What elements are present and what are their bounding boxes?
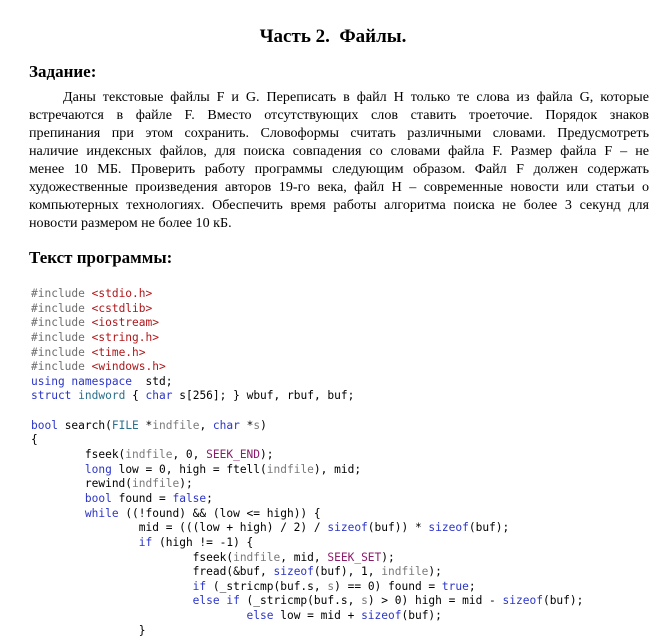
task-line: художественные произведения авторов 19-го века, файл H – современные новости или статьи о xyxy=(29,179,649,195)
code-token: indfile xyxy=(381,565,429,579)
code-line xyxy=(31,433,583,448)
code-token: <string.h> xyxy=(91,330,159,344)
code-token: SEEK_SET xyxy=(327,550,382,564)
code-token: long xyxy=(84,462,112,476)
code-token: ; xyxy=(206,491,213,505)
code-token: ); xyxy=(428,565,442,579)
code-line xyxy=(31,302,583,317)
code-token: #include xyxy=(31,287,92,300)
code-line xyxy=(31,346,583,361)
code-token: (buf)) * xyxy=(367,521,429,535)
code-token: (buf); xyxy=(542,594,584,608)
code-token: ) > 0) high = mid - xyxy=(367,594,503,608)
code-token: SEEK_END xyxy=(206,448,261,462)
code-token: <stdio.h> xyxy=(91,287,153,300)
code-line xyxy=(31,624,583,638)
task-line: компьютерных технологиях. Обеспечить время работы алгоритма поиска не более 3 секунд для xyxy=(29,197,649,213)
code-token: <time.h> xyxy=(91,345,146,359)
code-token: (_stricmp(buf.s, xyxy=(239,594,362,608)
page-title: Часть 2. Файлы. xyxy=(259,26,407,47)
code-line xyxy=(31,448,583,463)
code-token: fseek( xyxy=(31,448,126,462)
code-token: sizeof xyxy=(502,594,543,608)
code-token: sizeof xyxy=(361,609,402,623)
code-token xyxy=(31,594,193,607)
code-line xyxy=(31,477,583,492)
code-line xyxy=(31,609,583,624)
code-token xyxy=(31,580,193,593)
task-line: новости размером не более 10 кБ. xyxy=(29,215,232,231)
code-token: ); xyxy=(260,448,274,462)
code-token: #include xyxy=(31,316,92,330)
code-token: ((!found) && (low <= high)) { xyxy=(118,506,321,520)
code-line xyxy=(31,565,583,580)
code-token: * xyxy=(138,418,153,432)
code-token: s xyxy=(327,579,335,593)
code-token: <iostream> xyxy=(91,316,159,330)
code-token: s xyxy=(253,418,261,432)
code-token: indfile xyxy=(132,477,180,491)
code-token: if xyxy=(138,535,153,549)
task-line: встречаются в файле F. Вместо отсутствующих слов ставить троеточие. Порядок знаков xyxy=(29,107,649,123)
code-line xyxy=(31,536,583,551)
code-line xyxy=(31,389,583,404)
code-line xyxy=(31,375,583,390)
code-token: (buf), 1, xyxy=(313,565,382,579)
code-line xyxy=(31,419,583,434)
code-token: (buf); xyxy=(401,609,442,623)
code-token: struct xyxy=(31,389,72,403)
code-token: ) == 0) found = xyxy=(334,579,442,593)
code-token: , mid, xyxy=(280,550,328,564)
code-token: #include xyxy=(31,330,92,344)
code-token: bool xyxy=(31,418,58,432)
code-token: <windows.h> xyxy=(91,360,166,374)
code-token: ); xyxy=(179,477,193,491)
task-line: менее 10 МБ. Проверить работу программы следующим образом. Файл F должен содержать xyxy=(29,161,649,177)
code-token: #include xyxy=(31,360,92,374)
code-token: s[256]; } wbuf, rbuf, buf; xyxy=(172,389,355,403)
code-token xyxy=(31,536,139,549)
code-token: true xyxy=(441,579,469,593)
code-token xyxy=(31,507,85,520)
code-line xyxy=(31,594,583,609)
code-token: indfile xyxy=(233,550,281,564)
code-line xyxy=(31,492,583,507)
code-token: { xyxy=(125,389,146,403)
code-token: s xyxy=(361,594,368,608)
task-line: наличие индексных файлов, для поиска совпадения со словами файла F. Размер файла F – не xyxy=(29,143,649,159)
code-token: search( xyxy=(57,418,112,432)
code-token: indfile xyxy=(266,462,314,476)
code-token: indword xyxy=(78,389,126,403)
task-line: препинания при этом сохранить. Словоформы считать различными словами. Предусмотреть xyxy=(29,125,649,141)
code-line xyxy=(31,404,583,419)
code-token: if xyxy=(192,579,207,593)
code-line xyxy=(31,316,583,331)
code-token: (buf); xyxy=(468,521,510,535)
code-line xyxy=(31,521,583,536)
code-token: char xyxy=(212,418,240,432)
code-token: FILE xyxy=(111,418,139,432)
code-token xyxy=(31,609,247,622)
code-token: indfile xyxy=(125,448,173,462)
code-token: using namespace xyxy=(31,374,133,388)
code-token: } xyxy=(31,623,146,637)
code-token: else if xyxy=(192,594,240,608)
code-line xyxy=(31,360,583,375)
code-token: rewind( xyxy=(31,477,133,491)
code-line xyxy=(31,331,583,346)
code-token: sizeof xyxy=(327,521,368,535)
code-token: mid = (((low + high) / 2) / xyxy=(31,521,328,535)
code-token: #include xyxy=(31,345,92,359)
code-token: false xyxy=(172,491,207,505)
code-token: ), mid; xyxy=(313,462,362,476)
code-token xyxy=(31,463,85,476)
code-token xyxy=(31,492,85,505)
code-token: (high != -1) { xyxy=(152,535,254,549)
code-token: , xyxy=(199,418,213,432)
code-line xyxy=(31,463,583,478)
code-token: sizeof xyxy=(428,521,469,535)
code-token: low = mid + xyxy=(273,609,362,623)
code-token: fread(&buf, xyxy=(31,565,274,579)
code-line xyxy=(31,507,583,522)
code-token: #include xyxy=(31,301,92,315)
code-token: bool xyxy=(84,491,112,505)
code-token: , 0, xyxy=(172,448,207,462)
code-line xyxy=(31,287,583,302)
code-listing xyxy=(31,287,583,638)
code-token: ) xyxy=(260,418,267,432)
code-token: while xyxy=(84,506,119,520)
code-line xyxy=(31,551,583,566)
code-token: found = xyxy=(111,491,173,505)
code-token: low = 0, high = ftell( xyxy=(111,462,267,476)
code-token: <cstdlib> xyxy=(91,301,153,315)
code-token: indfile xyxy=(152,418,200,432)
task-heading: Задание: xyxy=(29,62,97,81)
code-line xyxy=(31,580,583,595)
task-line: Даны текстовые файлы F и G. Переписать в файл H только те слова из файла G, которые xyxy=(63,89,649,105)
code-token: ); xyxy=(381,550,395,564)
code-token: { xyxy=(31,433,38,447)
code-token: * xyxy=(239,418,254,432)
code-token: (_stricmp(buf.s, xyxy=(206,579,328,593)
task-paragraph xyxy=(29,88,649,232)
code-token: ; xyxy=(468,579,476,593)
code-token: sizeof xyxy=(273,565,314,579)
code-token: else xyxy=(246,609,274,623)
code-token: std; xyxy=(132,374,173,388)
code-token: char xyxy=(145,389,173,403)
code-token: fseek( xyxy=(31,550,234,564)
code-heading: Текст программы: xyxy=(29,248,173,267)
